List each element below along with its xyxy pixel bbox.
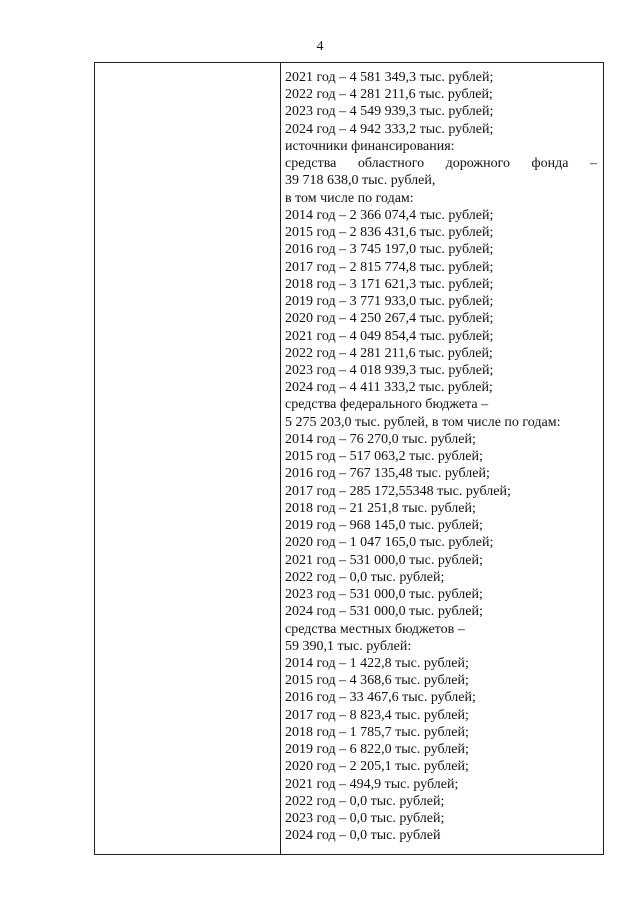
text-line: 2020 год – 1 047 165,0 тыс. рублей; bbox=[285, 535, 494, 551]
text-line: 2016 год – 33 467,6 тыс. рублей; bbox=[285, 690, 476, 706]
text-line: 2023 год – 4 549 939,3 тыс. рублей; bbox=[285, 104, 494, 120]
text-line: 2022 год – 4 281 211,6 тыс. рублей; bbox=[285, 87, 493, 103]
text-line: 2018 год – 21 251,8 тыс. рублей; bbox=[285, 500, 476, 516]
table-column-divider bbox=[280, 63, 281, 854]
text-line: 2020 год – 2 205,1 тыс. рублей; bbox=[285, 759, 469, 775]
text-line: в том числе по годам: bbox=[285, 190, 414, 206]
text-line: 2024 год – 531 000,0 тыс. рублей; bbox=[285, 604, 483, 620]
justified-word: – bbox=[589, 156, 597, 172]
table-right-cell bbox=[285, 69, 597, 845]
justified-word: фонда bbox=[531, 156, 569, 172]
text-line: 2021 год – 4 581 349,3 тыс. рублей; bbox=[285, 70, 494, 85]
text-line: 2017 год – 285 172,55348 тыс. рублей; bbox=[285, 483, 511, 499]
text-line: 2014 год – 1 422,8 тыс. рублей; bbox=[285, 655, 469, 671]
text-line: 2020 год – 4 250 267,4 тыс. рублей; bbox=[285, 311, 494, 327]
text-line: средства местных бюджетов – bbox=[285, 621, 465, 637]
text-line: 2017 год – 2 815 774,8 тыс. рублей; bbox=[285, 259, 494, 275]
text-line: 2016 год – 3 745 197,0 тыс. рублей; bbox=[285, 242, 494, 258]
text-line: 2015 год – 517 063,2 тыс. рублей; bbox=[285, 449, 483, 465]
text-line: средства федерального бюджета – bbox=[285, 397, 489, 413]
text-line: 2014 год – 2 366 074,4 тыс. рублей; bbox=[285, 207, 494, 223]
text-line: 2018 год – 1 785,7 тыс. рублей; bbox=[285, 724, 469, 740]
justified-word: средства bbox=[285, 156, 337, 172]
text-line-justified bbox=[285, 155, 597, 172]
justified-word: дорожного bbox=[445, 156, 510, 172]
text-line: 39 718 638,0 тыс. рублей, bbox=[285, 173, 436, 189]
text-line: 2022 год – 4 281 211,6 тыс. рублей; bbox=[285, 345, 493, 361]
table-left-cell bbox=[95, 63, 280, 854]
text-line: 2024 год – 0,0 тыс. рублей bbox=[285, 828, 441, 844]
text-line: 2021 год – 4 049 854,4 тыс. рублей; bbox=[285, 328, 494, 344]
text-line: 2018 год – 3 171 621,3 тыс. рублей; bbox=[285, 276, 494, 292]
document-table bbox=[94, 62, 604, 855]
text-line: 2022 год – 0,0 тыс. рублей; bbox=[285, 793, 445, 809]
text-line: 2024 год – 4 942 333,2 тыс. рублей; bbox=[285, 121, 494, 137]
text-line: 2019 год – 3 771 933,0 тыс. рублей; bbox=[285, 294, 494, 310]
text-line: 2015 год – 4 368,6 тыс. рублей; bbox=[285, 673, 469, 689]
text-line: 2022 год – 0,0 тыс. рублей; bbox=[285, 569, 445, 585]
text-line: источники финансирования: bbox=[285, 138, 455, 154]
text-line: 2019 год – 6 822,0 тыс. рублей; bbox=[285, 742, 469, 758]
text-line: 2019 год – 968 145,0 тыс. рублей; bbox=[285, 518, 483, 534]
text-line: 2024 год – 4 411 333,2 тыс. рублей; bbox=[285, 380, 493, 396]
text-line: 2021 год – 531 000,0 тыс. рублей; bbox=[285, 552, 483, 568]
text-line: 2021 год – 494,9 тыс. рублей; bbox=[285, 776, 459, 792]
text-line: 2017 год – 8 823,4 тыс. рублей; bbox=[285, 707, 469, 723]
text-line: 2023 год – 0,0 тыс. рублей; bbox=[285, 811, 445, 827]
text-line: 2015 год – 2 836 431,6 тыс. рублей; bbox=[285, 225, 494, 241]
text-line: 5 275 203,0 тыс. рублей, в том числе по годам: bbox=[285, 414, 561, 430]
text-line: 2016 год – 767 135,48 тыс. рублей; bbox=[285, 466, 490, 482]
text-line: 2023 год – 531 000,0 тыс. рублей; bbox=[285, 587, 483, 603]
page-number: 4 bbox=[316, 39, 324, 54]
justified-word: областного bbox=[357, 156, 425, 172]
text-line: 59 390,1 тыс. рублей: bbox=[285, 638, 412, 654]
text-line: 2014 год – 76 270,0 тыс. рублей; bbox=[285, 431, 476, 447]
text-line: 2023 год – 4 018 939,3 тыс. рублей; bbox=[285, 362, 494, 378]
